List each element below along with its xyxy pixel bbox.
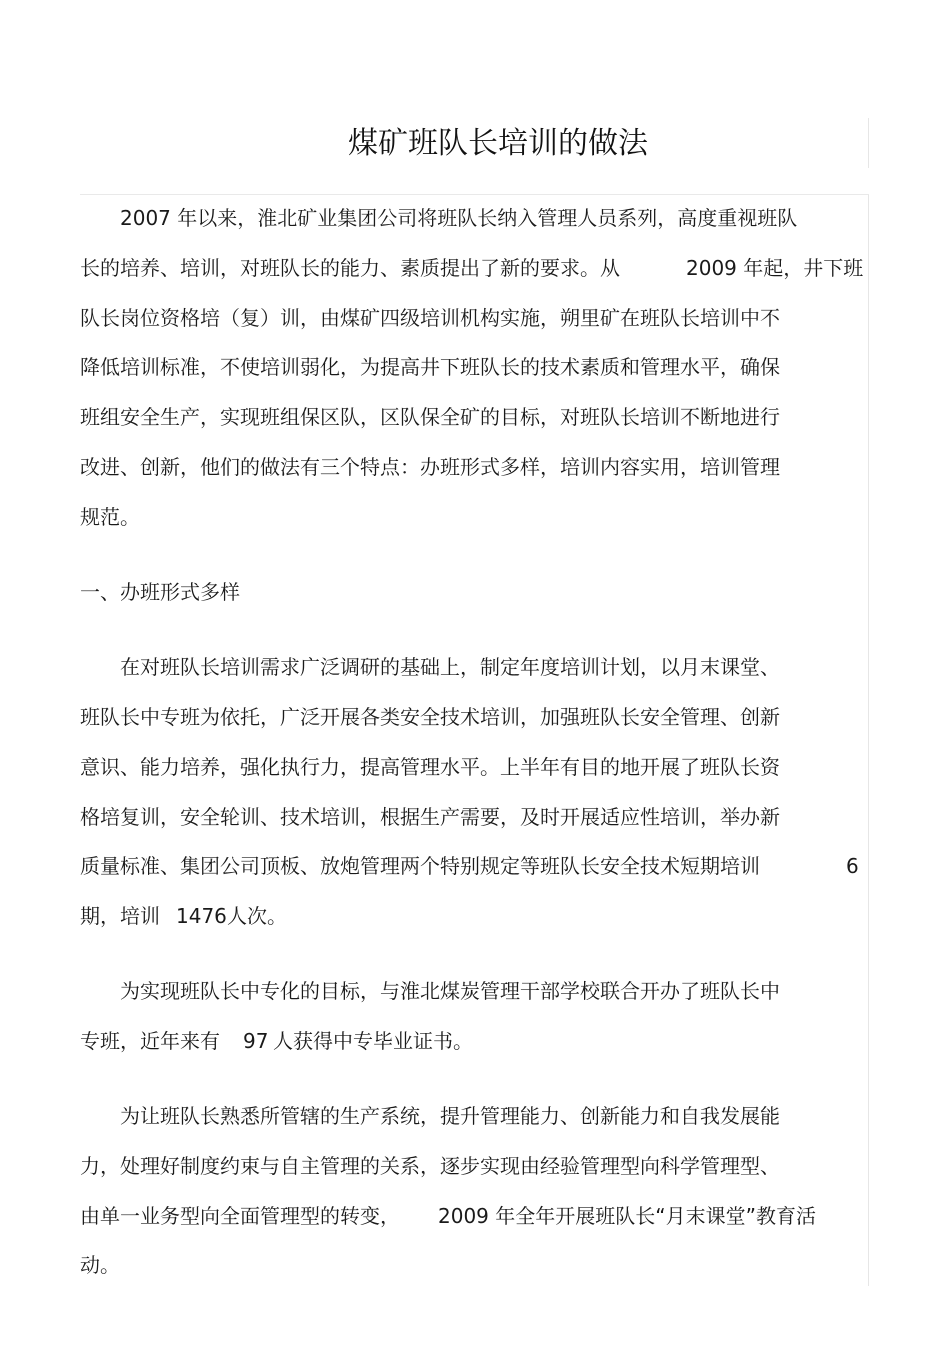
paragraph-2-line-1: 在对班队长培训需求广泛调研的基础上，制定年度培训计划，以月末课堂、 [120,655,780,679]
paragraph-2-line-6-end: 人次。 [227,904,287,928]
paragraph-1-line-4: 降低培训标准，不使培训弱化，为提高井下班队长的技术素质和管理水平，确保 [80,355,780,379]
paragraph-2-line-4: 格培复训，安全轮训、技术培训，根据生产需要，及时开展适应性培训，举办新 [80,805,780,829]
paragraph-2-line-2: 班队长中专班为依托，广泛开展各类安全技术培训，加强班队长安全管理、创新 [80,705,780,729]
paragraph-2-line-3: 意识、能力培养，强化执行力，提高管理水平。上半年有目的地开展了班队长资 [80,755,780,779]
paragraph-1-line-1: 2007 年以来，淮北矿业集团公司将班队长纳入管理人员系列，高度重视班队 [120,206,798,230]
document-title: 煤矿班队长培训的做法 [348,126,648,161]
paragraph-4-line-3-start: 由单一业务型向全面管理型的转变， [80,1204,400,1228]
paragraph-1-line-3: 队长岗位资格培（复）训，由煤矿四级培训机构实施，朔里矿在班队长培训中不 [80,306,780,330]
paragraph-4-line-2: 力，处理好制度约束与自主管理的关系，逐步实现由经验管理型向科学管理型、 [80,1154,780,1178]
page-edge-rule-upper [868,118,869,168]
paragraph-1-line-2-tail: 2009 年起，井下班 [686,256,864,280]
paragraph-4-line-4: 动。 [80,1253,120,1277]
page-edge-rule-lower [868,194,869,1286]
paragraph-3-graduate-count: 97 [243,1029,269,1053]
paragraph-2-trainee-count: 1476 [176,904,227,928]
paragraph-3-line-2-end: 人获得中专毕业证书。 [273,1029,473,1053]
paragraph-2-line-6-start: 期，培训 [80,904,160,928]
paragraph-1-line-6: 改进、创新，他们的做法有三个特点：办班形式多样，培训内容实用，培训管理 [80,455,780,479]
title-divider [80,194,869,195]
paragraph-4-line-1: 为让班队长熟悉所管辖的生产系统，提升管理能力、创新能力和自我发展能 [120,1104,780,1128]
paragraph-1-line-5: 班组安全生产，实现班组保区队，区队保全矿的目标，对班队长培训不断地进行 [80,405,780,429]
paragraph-1-line-7: 规范。 [80,505,140,529]
paragraph-3-line-1: 为实现班队长中专化的目标，与淮北煤炭管理干部学校联合开办了班队长中 [120,979,780,1003]
paragraph-4-line-3-end: 2009 年全年开展班队长“月末课堂”教育活 [438,1204,816,1228]
paragraph-1-line-2: 长的培养、培训，对班队长的能力、素质提出了新的要求。从 [80,256,620,280]
section-heading-1: 一、办班形式多样 [80,580,240,604]
paragraph-2-line-5-tail: 6 [846,854,859,878]
paragraph-2-line-5: 质量标准、集团公司顶板、放炮管理两个特别规定等班队长安全技术短期培训 [80,854,760,878]
paragraph-3-line-2-start: 专班，近年来有 [80,1029,220,1053]
